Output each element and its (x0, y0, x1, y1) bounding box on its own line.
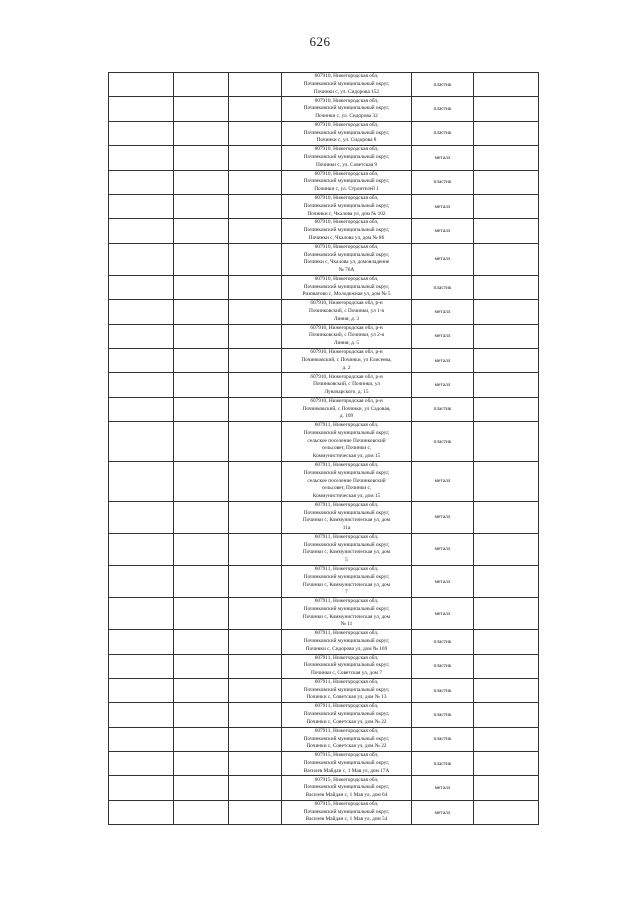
empty-cell (174, 194, 229, 218)
address-cell (282, 565, 412, 597)
address-cell (282, 776, 412, 800)
table-row (109, 776, 539, 800)
empty-cell (474, 565, 539, 597)
address-line: Починки с, Советская ул, дом № 13 (306, 694, 387, 701)
address-line: Починковский муниципальный округ, (303, 251, 390, 258)
address-line: № 11 (340, 621, 353, 628)
empty-cell (229, 776, 282, 800)
empty-cell (174, 73, 229, 97)
empty-cell (109, 275, 174, 299)
material-cell: пластик (412, 654, 474, 678)
address-cell (282, 654, 412, 678)
table-row (109, 501, 539, 533)
material-cell: металл (412, 146, 474, 170)
address-line: 607911, Нижегородская обл, (314, 422, 379, 429)
empty-cell (109, 170, 174, 194)
empty-cell (474, 121, 539, 145)
empty-cell (109, 300, 174, 324)
address-line: Починки с, Коммунистическая ул, дом (302, 549, 391, 556)
empty-cell (174, 501, 229, 533)
empty-cell (109, 324, 174, 348)
address-line: 607911, Нижегородская обл, (314, 566, 379, 573)
empty-cell (109, 776, 174, 800)
address-line: сельсовет, Починки с, (321, 445, 372, 452)
address-cell (282, 243, 412, 275)
empty-cell (174, 349, 229, 373)
address-line: Починковский муниципальный округ, (303, 178, 390, 185)
address-line: Починковский муниципальный округ, (303, 105, 390, 112)
empty-cell (174, 324, 229, 348)
empty-cell (229, 275, 282, 299)
empty-cell (174, 243, 229, 275)
address-line: 607910, Нижегородская обл, р-н (310, 397, 383, 404)
empty-cell (474, 194, 539, 218)
empty-cell (229, 194, 282, 218)
empty-cell (174, 598, 229, 630)
empty-cell (174, 275, 229, 299)
material-cell: пластик (412, 752, 474, 776)
address-line: сельское поселение Починковский (307, 477, 386, 484)
material-cell: металл (412, 461, 474, 501)
table-row (109, 170, 539, 194)
empty-cell (229, 324, 282, 348)
empty-cell (174, 752, 229, 776)
empty-cell (229, 146, 282, 170)
address-line: Починковский муниципальный округ, (303, 573, 390, 580)
address-line: 607910, Нижегородская обл, (314, 170, 379, 177)
empty-cell (109, 243, 174, 275)
material-cell: пластик (412, 121, 474, 145)
table-row (109, 630, 539, 654)
address-line: Починки с, Коммунистическая ул, дом (302, 581, 391, 588)
table-row (109, 97, 539, 121)
empty-cell (109, 97, 174, 121)
empty-cell (474, 397, 539, 421)
address-line: 607910, Нижегородская обл, р-н (310, 300, 383, 307)
address-cell (282, 727, 412, 751)
registry-table-body (109, 73, 539, 825)
address-line: Починки с, ул. Сидорова 8 (316, 137, 377, 144)
address-line: 607911, Нижегородская обл, (314, 462, 379, 469)
address-line: Починковский муниципальный округ, (303, 227, 390, 234)
material-cell: пластик (412, 727, 474, 751)
table-row (109, 752, 539, 776)
empty-cell (109, 703, 174, 727)
empty-cell (174, 121, 229, 145)
address-line: 607910, Нижегородская обл, (314, 73, 379, 80)
address-line: Починковский муниципальный округ, (303, 129, 390, 136)
empty-cell (174, 678, 229, 702)
address-line: 607910, Нижегородская обл, (314, 195, 379, 202)
material-cell: пластик (412, 678, 474, 702)
empty-cell (474, 703, 539, 727)
empty-cell (474, 501, 539, 533)
empty-cell (109, 422, 174, 462)
empty-cell (474, 97, 539, 121)
table-row (109, 598, 539, 630)
material-cell: пластик (412, 397, 474, 421)
empty-cell (109, 461, 174, 501)
address-line: 607911, Нижегородская обл, (314, 703, 379, 710)
address-cell (282, 300, 412, 324)
address-line: 607911, Нижегородская обл, (314, 598, 379, 605)
material-cell: металл (412, 194, 474, 218)
address-line: Починковский муниципальный округ, (303, 784, 390, 791)
address-line: Починковский муниципальный округ, (303, 735, 390, 742)
empty-cell (229, 422, 282, 462)
table-row (109, 73, 539, 97)
address-line: 5 (345, 557, 348, 564)
table-row (109, 800, 539, 824)
material-cell: пластик (412, 73, 474, 97)
address-line: Коммунистическая ул, дом 15 (312, 492, 381, 499)
empty-cell (109, 752, 174, 776)
address-line: 607910, Нижегородская обл, р-н (310, 324, 383, 331)
empty-cell (109, 373, 174, 397)
material-cell: металл (412, 800, 474, 824)
table-row (109, 565, 539, 597)
empty-cell (229, 501, 282, 533)
empty-cell (474, 373, 539, 397)
material-cell: пластик (412, 97, 474, 121)
address-cell (282, 752, 412, 776)
empty-cell (109, 194, 174, 218)
address-line: Починки с, ул. Строителей 1 (314, 186, 379, 193)
material-cell: металл (412, 349, 474, 373)
address-line: Василев Майдан с, 1 Мая ул, дом 17А (303, 767, 390, 774)
address-line: Коммунистическая ул, дом 15 (312, 453, 381, 460)
empty-cell (474, 776, 539, 800)
table-row (109, 121, 539, 145)
address-line: 607910, Нижегородская обл, (314, 275, 379, 282)
empty-cell (109, 800, 174, 824)
address-cell (282, 170, 412, 194)
material-cell: металл (412, 300, 474, 324)
address-line: Починковский, с Починки, ул Садовая, (302, 405, 391, 412)
empty-cell (474, 533, 539, 565)
address-line: Починковский муниципальный округ, (303, 469, 390, 476)
address-cell (282, 194, 412, 218)
address-line: Починки с, Советская ул, дом № 22 (306, 743, 387, 750)
address-line: Василев Майдан с, 1 Мая ул, дом 64 (305, 792, 388, 799)
address-line: Ризоватово с, Молодежная ул, дом № 5 (302, 291, 391, 298)
table-row (109, 654, 539, 678)
empty-cell (229, 97, 282, 121)
address-line: 607911, Нижегородская обл, (314, 679, 379, 686)
address-cell (282, 533, 412, 565)
empty-cell (229, 397, 282, 421)
empty-cell (109, 349, 174, 373)
empty-cell (474, 800, 539, 824)
address-line: 607911, Нижегородская обл, (314, 630, 379, 637)
address-cell (282, 461, 412, 501)
address-line: Починковский муниципальный округ, (303, 430, 390, 437)
empty-cell (174, 146, 229, 170)
empty-cell (109, 598, 174, 630)
address-line: Починковский муниципальный округ, (303, 686, 390, 693)
empty-cell (109, 654, 174, 678)
address-line: Починки с, Чкалова ул, дом № 102 (307, 210, 386, 217)
material-cell: пластик (412, 703, 474, 727)
empty-cell (109, 397, 174, 421)
address-cell (282, 373, 412, 397)
address-line: Починки с, ул. Советская 9 (315, 161, 378, 168)
address-line: Починки с, Советская ул, дом 7 (310, 670, 382, 677)
address-line: Починковский, с Починки, ул Елисеева, (301, 356, 392, 363)
address-line: д. 109 (339, 413, 354, 420)
material-cell: металл (412, 324, 474, 348)
empty-cell (229, 678, 282, 702)
empty-cell (474, 678, 539, 702)
address-line: Линия, д. 3 (333, 315, 360, 322)
empty-cell (229, 373, 282, 397)
address-line: 607910, Нижегородская обл, р-н (310, 373, 383, 380)
empty-cell (474, 324, 539, 348)
address-line: Починковский, с Починки, ул 1-я (309, 308, 384, 315)
address-line: Починки с, ул. Сидорова 32 (315, 112, 378, 119)
empty-cell (174, 300, 229, 324)
empty-cell (474, 275, 539, 299)
address-line: Починковский муниципальный округ, (303, 637, 390, 644)
empty-cell (174, 654, 229, 678)
empty-cell (229, 654, 282, 678)
registry-table (108, 72, 539, 825)
address-cell (282, 275, 412, 299)
material-cell: металл (412, 533, 474, 565)
empty-cell (174, 397, 229, 421)
empty-cell (474, 170, 539, 194)
table-row (109, 533, 539, 565)
material-cell: пластик (412, 630, 474, 654)
empty-cell (229, 461, 282, 501)
empty-cell (109, 630, 174, 654)
empty-cell (109, 533, 174, 565)
empty-cell (474, 598, 539, 630)
empty-cell (474, 300, 539, 324)
address-line: 607911, Нижегородская обл, (314, 534, 379, 540)
address-line: Починковский муниципальный округ, (303, 283, 390, 290)
address-line: 607910, Нижегородская обл, (314, 243, 379, 250)
address-line: 607910, Нижегородская обл, р-н (310, 349, 383, 356)
address-line: Починки с, Чкалова ул, домовладение (303, 259, 390, 266)
empty-cell (174, 727, 229, 751)
address-line: Починки с, Коммунистическая ул, дом (302, 613, 391, 620)
table-row (109, 219, 539, 243)
empty-cell (229, 219, 282, 243)
empty-cell (229, 121, 282, 145)
empty-cell (229, 533, 282, 565)
address-cell (282, 598, 412, 630)
address-line: Починковский муниципальный округ, (303, 808, 390, 815)
empty-cell (109, 121, 174, 145)
table-row (109, 727, 539, 751)
empty-cell (174, 565, 229, 597)
material-cell: металл (412, 598, 474, 630)
address-cell (282, 73, 412, 97)
table-row (109, 194, 539, 218)
address-line: 607915, Нижегородская обл, (314, 752, 379, 759)
address-line: 607910, Нижегородская обл, (314, 121, 379, 128)
empty-cell (174, 97, 229, 121)
address-cell (282, 397, 412, 421)
address-cell (282, 146, 412, 170)
empty-cell (109, 727, 174, 751)
empty-cell (474, 654, 539, 678)
empty-cell (174, 703, 229, 727)
empty-cell (174, 776, 229, 800)
address-line: Починки с, Чкалова ул, дом № 86 (308, 234, 385, 241)
empty-cell (474, 461, 539, 501)
address-line: сельсовет, Починки с, (321, 485, 372, 492)
address-line: Починковский муниципальный округ, (303, 662, 390, 669)
address-cell (282, 703, 412, 727)
material-cell: металл (412, 219, 474, 243)
empty-cell (109, 73, 174, 97)
address-cell (282, 630, 412, 654)
address-line: 607915, Нижегородская обл, (314, 776, 379, 783)
address-cell (282, 121, 412, 145)
empty-cell (474, 752, 539, 776)
empty-cell (474, 219, 539, 243)
address-cell (282, 349, 412, 373)
empty-cell (109, 219, 174, 243)
address-line: Починковский муниципальный округ, (303, 605, 390, 612)
address-line: Починковский муниципальный округ, (303, 759, 390, 766)
address-line: сельское поселение Починковский (307, 437, 386, 444)
address-line: Починковский муниципальный округ, (303, 80, 390, 87)
empty-cell (174, 630, 229, 654)
address-line: 607911, Нижегородская обл, (314, 654, 379, 661)
empty-cell (474, 73, 539, 97)
material-cell: металл (412, 501, 474, 533)
address-cell (282, 97, 412, 121)
address-line: Починки с, Сидорова ул, дом № 169 (305, 645, 388, 652)
material-cell: пластик (412, 275, 474, 299)
address-line: Починки с, Коммунистическая ул, дом (302, 517, 391, 524)
empty-cell (109, 565, 174, 597)
address-line: № 76А (338, 266, 355, 273)
material-cell: металл (412, 776, 474, 800)
page-number: 626 (309, 34, 331, 49)
empty-cell (229, 727, 282, 751)
address-cell (282, 422, 412, 462)
address-line: 607910, Нижегородская обл, (314, 146, 379, 153)
address-cell (282, 219, 412, 243)
address-line: Починковский муниципальный округ, (303, 541, 390, 548)
table-row (109, 397, 539, 421)
table-row (109, 678, 539, 702)
empty-cell (229, 703, 282, 727)
address-line: Линия, д. 5 (333, 340, 360, 347)
empty-cell (174, 533, 229, 565)
table-row (109, 275, 539, 299)
table-row (109, 703, 539, 727)
empty-cell (474, 422, 539, 462)
address-line: 607910, Нижегородская обл, (314, 219, 379, 226)
address-line: 11а (342, 525, 351, 532)
address-line: Починковский муниципальный округ, (303, 509, 390, 516)
empty-cell (474, 630, 539, 654)
empty-cell (229, 73, 282, 97)
address-line: Луначарского, д. 15 (324, 388, 369, 395)
address-line: Починковский, с Починки, ул (313, 381, 380, 388)
empty-cell (474, 727, 539, 751)
address-line: Починковский, с Починки, ул 2-я (309, 332, 384, 339)
table-row (109, 373, 539, 397)
table-row (109, 146, 539, 170)
material-cell: пластик (412, 170, 474, 194)
material-cell: пластик (412, 422, 474, 462)
empty-cell (474, 146, 539, 170)
address-line: Починки с, Советская ул, дом № 22 (306, 718, 387, 725)
address-line: Починки с, ул. Сидорова 152 (313, 88, 380, 95)
empty-cell (229, 243, 282, 275)
table-row (109, 243, 539, 275)
address-line: 607910, Нижегородская обл, (314, 97, 379, 104)
material-cell: металл (412, 373, 474, 397)
address-line: Починковский муниципальный округ, (303, 711, 390, 718)
table-row (109, 349, 539, 373)
empty-cell (174, 373, 229, 397)
empty-cell (109, 146, 174, 170)
empty-cell (229, 300, 282, 324)
empty-cell (229, 565, 282, 597)
address-cell (282, 678, 412, 702)
address-line: 607911, Нижегородская обл, (314, 727, 379, 734)
address-line: Починковский муниципальный округ, (303, 202, 390, 209)
address-line: Василев Майдан с, 1 Мая ул, дом 54 (305, 816, 388, 823)
address-line: 607911, Нижегородская обл, (314, 501, 379, 508)
address-line: 7 (345, 589, 348, 596)
empty-cell (109, 501, 174, 533)
empty-cell (229, 800, 282, 824)
address-cell (282, 800, 412, 824)
empty-cell (229, 752, 282, 776)
address-line: д. 2 (342, 364, 351, 371)
empty-cell (229, 349, 282, 373)
address-line: 607915, Нижегородская обл, (314, 801, 379, 808)
empty-cell (174, 422, 229, 462)
empty-cell (229, 598, 282, 630)
empty-cell (174, 800, 229, 824)
table-row (109, 324, 539, 348)
table-row (109, 461, 539, 501)
table-row (109, 300, 539, 324)
address-line: Починковский муниципальный округ, (303, 154, 390, 161)
empty-cell (174, 219, 229, 243)
material-cell: металл (412, 243, 474, 275)
address-cell (282, 501, 412, 533)
empty-cell (174, 170, 229, 194)
empty-cell (229, 170, 282, 194)
empty-cell (229, 630, 282, 654)
empty-cell (474, 349, 539, 373)
material-cell: металл (412, 565, 474, 597)
empty-cell (474, 243, 539, 275)
empty-cell (109, 678, 174, 702)
empty-cell (174, 461, 229, 501)
table-row (109, 422, 539, 462)
address-cell (282, 324, 412, 348)
